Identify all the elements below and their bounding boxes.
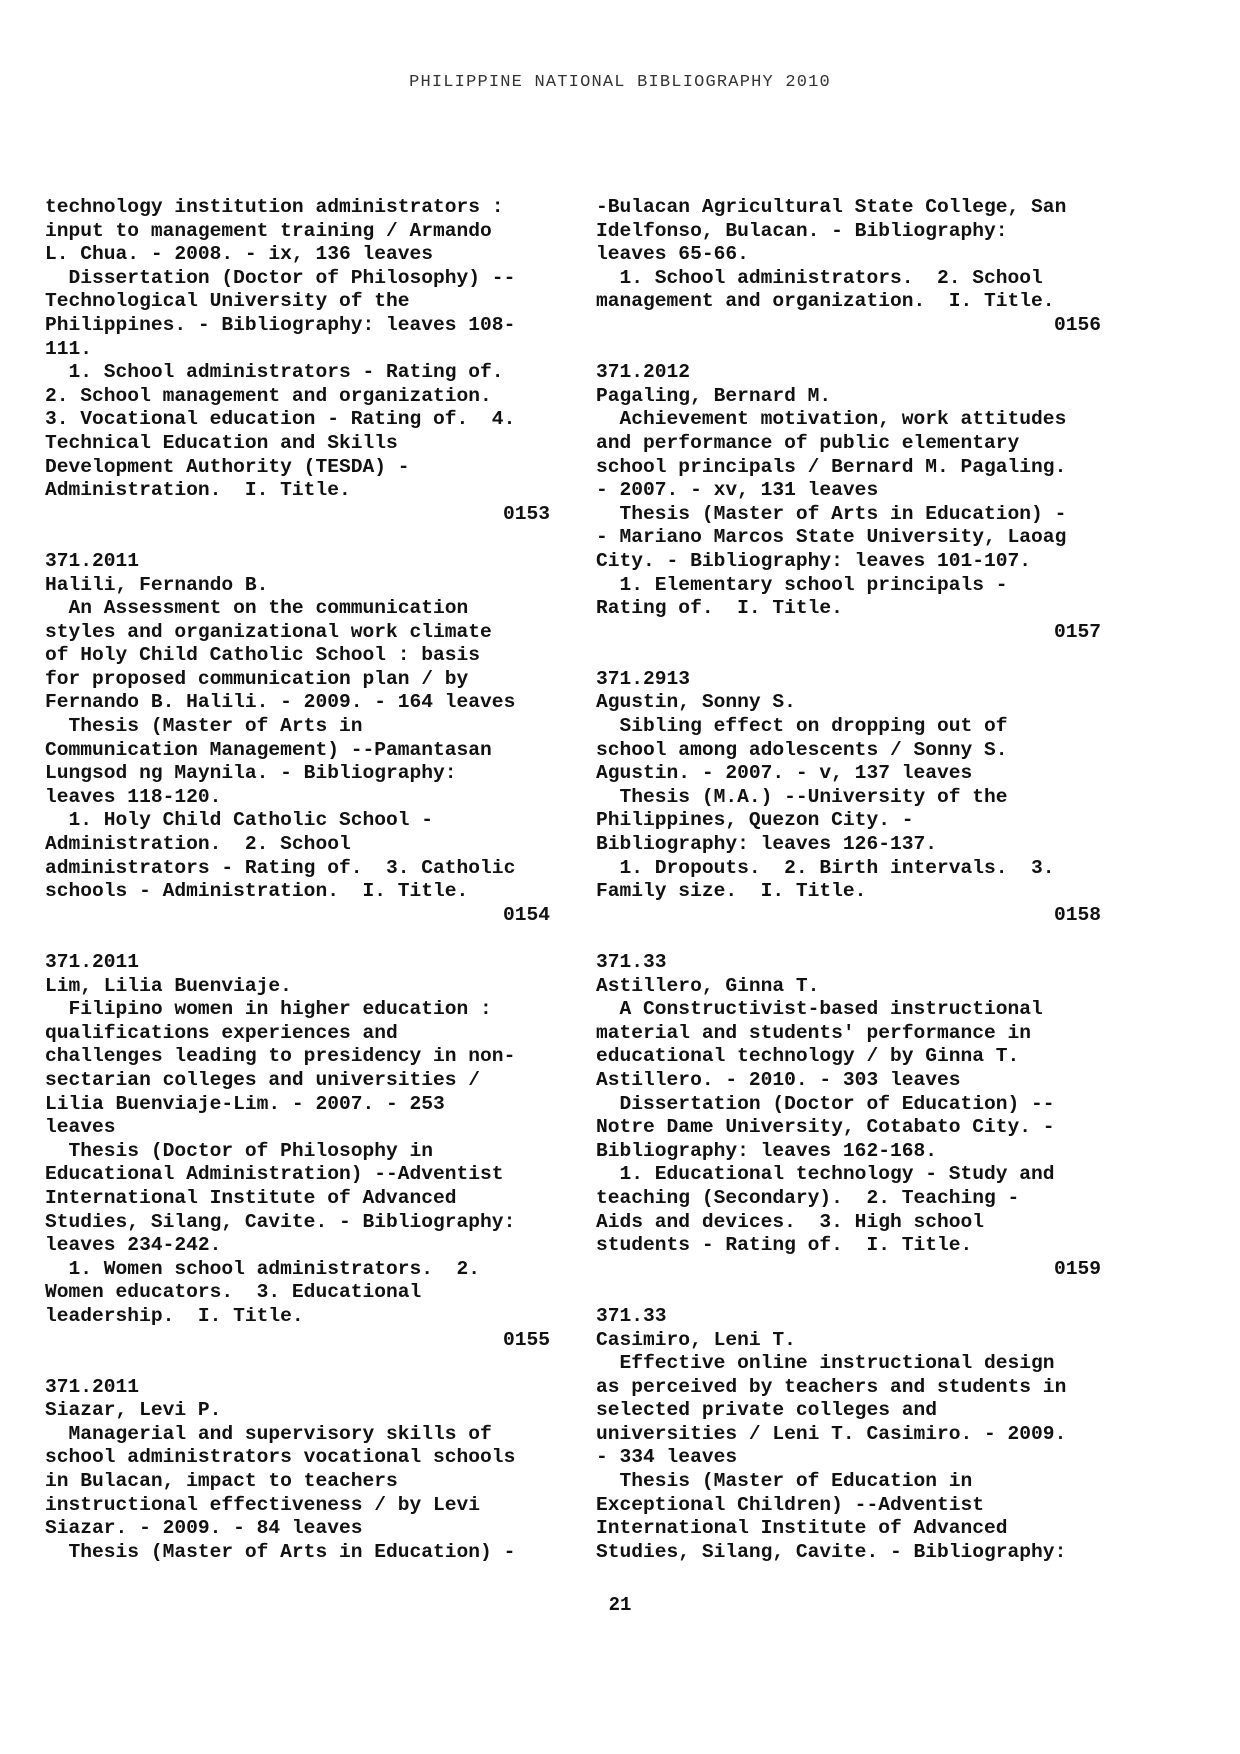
entry-line: Notre Dame University, Cotabato City. - — [596, 1116, 1055, 1139]
entry-line: Managerial and supervisory skills of — [45, 1422, 492, 1445]
entry-line: leaves — [45, 1116, 116, 1139]
entry-line: 2. School management and organization. — [45, 384, 492, 407]
entry-line: Thesis (Master of Education in — [596, 1470, 973, 1493]
entry-line: styles and organizational work climate — [45, 620, 492, 643]
call-number: 371.2011 — [45, 951, 140, 973]
call-number: 371.2913 — [596, 667, 691, 690]
entry-line: Development Authority (TESDA) - — [45, 455, 410, 478]
entry-line: 3. Vocational education - Rating of. 4. — [45, 408, 516, 431]
entry-line: Women educators. 3. Educational — [45, 1281, 422, 1304]
entry-line: leaves 65-66. — [596, 243, 749, 266]
entry-line: Sibling effect on dropping out of — [596, 715, 1008, 738]
entry-line: school administrators vocational schools — [45, 1446, 516, 1469]
entry-line: Casimiro, Leni T. — [596, 1328, 796, 1351]
entry-line: 111. — [45, 337, 93, 360]
entry-line: 1. Holy Child Catholic School - — [45, 809, 434, 832]
entry-line: management and organization. I. Title. — [596, 290, 1055, 313]
entry-line: Fernando B. Halili. - 2009. - 164 leaves — [45, 691, 516, 714]
call-number: 371.2011 — [45, 1375, 140, 1398]
entry-line: - Mariano Marcos State University, Laoag — [596, 526, 1067, 549]
entry-line: Halili, Fernando B. — [45, 573, 269, 596]
left-column — [45, 196, 550, 1564]
entry-number: 0158 — [1053, 903, 1101, 926]
entry-line: sectarian colleges and universities / — [45, 1068, 481, 1091]
entry-line: Thesis (Master of Arts in Education) - — [45, 1540, 516, 1563]
entry-line: school among adolescents / Sonny S. — [596, 738, 1008, 761]
entry-line: Studies, Silang, Cavite. - Bibliography: — [596, 1540, 1067, 1563]
entry-line: Bibliography: leaves 162-168. — [596, 1139, 937, 1162]
entry-line: input to management training / Armando — [45, 219, 492, 242]
blank-line — [596, 338, 1101, 362]
entry-line: Technological University of the — [45, 290, 410, 313]
entry-line: leaves 234-242. — [45, 1234, 222, 1257]
entry-line: schools - Administration. I. Title. — [45, 880, 469, 903]
entry-line: Lilia Buenviaje-Lim. - 2007. - 253 — [45, 1092, 445, 1115]
entry-line: Agustin, Sonny S. — [596, 691, 796, 714]
entry-number: 0159 — [1053, 1257, 1101, 1280]
entry-line: Filipino women in higher education : — [45, 998, 492, 1021]
entry-line: Astillero. - 2010. - 303 leaves — [596, 1068, 961, 1091]
entry-line: Agustin. - 2007. - v, 137 leaves — [596, 762, 973, 785]
entry-line: administrators - Rating of. 3. Catholic — [45, 856, 516, 879]
entry-line: Pagaling, Bernard M. — [596, 384, 832, 407]
entry-line: Exceptional Children) --Adventist — [596, 1493, 985, 1516]
entry-number: 0154 — [502, 903, 550, 926]
entry-line: universities / Leni T. Casimiro. - 2009. — [596, 1422, 1067, 1445]
entry-line: Astillero, Ginna T. — [596, 974, 820, 997]
entry-line: Dissertation (Doctor of Philosophy) -- — [45, 266, 516, 289]
entry-line: Thesis (M.A.) --University of the — [596, 785, 1008, 808]
entry-line: An Assessment on the communication — [45, 597, 469, 620]
entry-line: Technical Education and Skills — [45, 431, 398, 454]
entry-line: qualifications experiences and — [45, 1021, 398, 1044]
entry-line: challenges leading to presidency in non- — [45, 1045, 516, 1068]
blank-line — [45, 927, 550, 951]
entry-line: 1. Educational technology - Study and — [596, 1163, 1055, 1186]
entry-line: Administration. 2. School — [45, 833, 351, 856]
entry-line: Lungsod ng Maynila. - Bibliography: — [45, 762, 457, 785]
entry-line: Effective online instructional design — [596, 1352, 1055, 1375]
entry-line: Aids and devices. 3. High school — [596, 1210, 985, 1233]
entry-line: Thesis (Master of Arts in Education) - — [596, 502, 1067, 525]
entry-line: teaching (Secondary). 2. Teaching - — [596, 1186, 1020, 1209]
entry-line: of Holy Child Catholic School : basis — [45, 644, 481, 667]
entry-line: City. - Bibliography: leaves 101-107. — [596, 549, 1032, 572]
blank-line — [45, 1352, 550, 1376]
entry-line: school principals / Bernard M. Pagaling. — [596, 455, 1067, 478]
entry-line: 1. Dropouts. 2. Birth intervals. 3. — [596, 856, 1055, 879]
entry-number: 0153 — [502, 502, 550, 525]
entry-number: 0157 — [1053, 620, 1101, 643]
entry-line: Achievement motivation, work attitudes — [596, 408, 1067, 431]
entry-line: selected private colleges and — [596, 1399, 937, 1422]
entry-line: L. Chua. - 2008. - ix, 136 leaves — [45, 243, 434, 266]
entry-line: - 2007. - xv, 131 leaves — [596, 479, 879, 502]
entry-line: Family size. I. Title. — [596, 880, 867, 903]
entry-line: 1. Elementary school principals - — [596, 573, 1008, 596]
entry-line: Siazar. - 2009. - 84 leaves — [45, 1517, 363, 1540]
entry-line: Administration. I. Title. — [45, 479, 351, 502]
entry-line: Studies, Silang, Cavite. - Bibliography: — [45, 1210, 516, 1233]
entry-line: and performance of public elementary — [596, 431, 1020, 454]
entry-line: -Bulacan Agricultural State College, San — [596, 196, 1067, 218]
call-number: 371.33 — [596, 951, 667, 973]
entry-line: Lim, Lilia Buenviaje. — [45, 974, 292, 997]
entry-line: material and students' performance in — [596, 1021, 1032, 1044]
entry-line: Communication Management) --Pamantasan — [45, 738, 492, 761]
blank-line — [596, 927, 1101, 951]
entry-line: 1. Women school administrators. 2. — [45, 1257, 481, 1280]
entry-line: instructional effectiveness / by Levi — [45, 1493, 481, 1516]
blank-line — [596, 1281, 1101, 1305]
entry-line: Dissertation (Doctor of Education) -- — [596, 1092, 1055, 1115]
entry-line: Bibliography: leaves 126-137. — [596, 833, 937, 856]
entry-line: leaves 118-120. — [45, 785, 222, 808]
page-number: 21 — [608, 1594, 632, 1616]
running-header: PHILIPPINE NATIONAL BIBLIOGRAPHY 2010 — [409, 73, 831, 92]
right-column — [596, 196, 1101, 1564]
entry-line: International Institute of Advanced — [596, 1517, 1008, 1540]
entry-line: Siazar, Levi P. — [45, 1399, 222, 1422]
entry-line: Thesis (Master of Arts in — [45, 715, 363, 738]
entry-line: International Institute of Advanced — [45, 1186, 457, 1209]
entry-line: in Bulacan, impact to teachers — [45, 1470, 398, 1493]
entry-line: Rating of. I. Title. — [596, 597, 843, 620]
call-number: 371.2012 — [596, 361, 691, 384]
entry-line: for proposed communication plan / by — [45, 667, 469, 690]
entry-line: A Constructivist-based instructional — [596, 998, 1043, 1021]
entry-line: as perceived by teachers and students in — [596, 1375, 1067, 1398]
entry-line: leadership. I. Title. — [45, 1304, 304, 1327]
blank-line — [596, 644, 1101, 668]
call-number: 371.33 — [596, 1304, 667, 1327]
entry-line: technology institution administrators : — [45, 196, 504, 218]
entry-line: 1. School administrators - Rating of. — [45, 361, 504, 384]
blank-line — [45, 526, 550, 550]
entry-line: Philippines, Quezon City. - — [596, 809, 914, 832]
entry-line: students - Rating of. I. Title. — [596, 1234, 973, 1257]
call-number: 371.2011 — [45, 549, 140, 572]
entry-line: Educational Administration) --Adventist — [45, 1163, 504, 1186]
entry-line: Philippines. - Bibliography: leaves 108- — [45, 313, 516, 336]
entry-line: - 334 leaves — [596, 1446, 738, 1469]
entry-line: 1. School administrators. 2. School — [596, 266, 1043, 289]
entry-line: educational technology / by Ginna T. — [596, 1045, 1020, 1068]
entry-number: 0155 — [502, 1328, 550, 1351]
entry-number: 0156 — [1053, 313, 1101, 336]
entry-line: Thesis (Doctor of Philosophy in — [45, 1139, 434, 1162]
entry-line: Idelfonso, Bulacan. - Bibliography: — [596, 219, 1008, 242]
